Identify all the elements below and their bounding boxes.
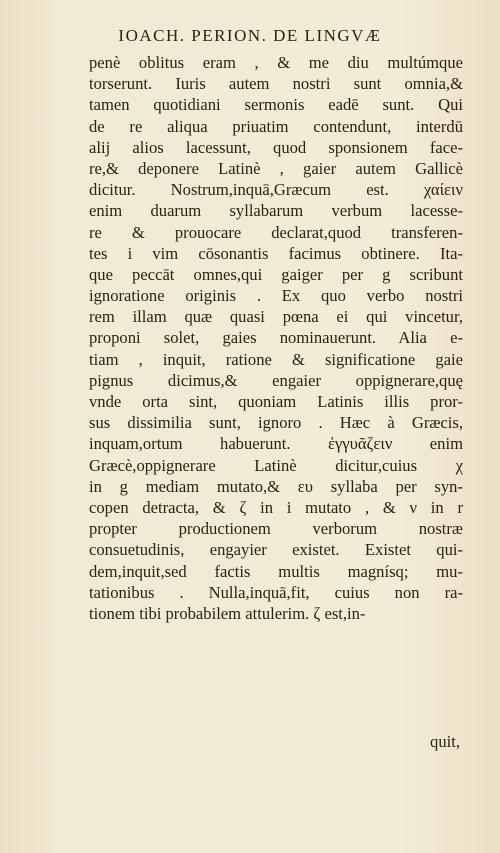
text-line: alij alios lacessunt, quod sponsionem face- <box>89 137 463 157</box>
text-line: ignoratione originis . Ex quo verbo nostri <box>89 286 463 306</box>
text-line: que peccāt omnes,qui gaiger per g scribunt <box>89 264 463 284</box>
catchword: quit, <box>430 732 460 751</box>
text-line: sus dissimilia sunt, ignoro . Hæc à Græcis, <box>89 413 463 433</box>
text-line: copen detracta, & ζ in i mutato , & ν in r <box>89 497 463 517</box>
text-line: tes i vim cōsonantis facimus obtinere. Ita- <box>89 243 463 263</box>
text-line: rem illam quæ quasi pœna ei qui vincetur, <box>89 307 463 327</box>
running-head: IOACH. PERION. DE LINGVÆ <box>118 26 382 45</box>
text-line: re & prouocare declarat,quod transferen- <box>89 222 463 242</box>
text-line: Græcè,oppignerare Latinè dicitur,cuius χ <box>89 455 463 475</box>
text-line: enim duarum syllabarum verbum lacesse- <box>89 201 463 221</box>
text-line: consuetudinis, engayier existet. Existet qui- <box>89 540 463 560</box>
text-line: dicitur. Nostrum,inquā,Græcum est. χαίειν <box>89 180 463 200</box>
text-line: vnde orta sint, quoniam Latinis illis pror- <box>89 392 463 411</box>
text-line: in g mediam mutato,& ευ syllaba per syn- <box>89 476 463 496</box>
body-text <box>89 52 463 624</box>
text-line: tamen quotidiani sermonis eadē sunt. Qui <box>89 95 463 115</box>
text-line: tiam , inquit, ratione & significatione gaie <box>89 349 463 369</box>
text-line: de re aliqua priuatim contendunt, interdū <box>89 116 463 136</box>
text-line: tionem tibi probabilem attulerim. ζ est,in- <box>89 603 366 623</box>
text-line: inquam,ortum habuerunt. ἐγγυᾶζειν enim <box>89 434 463 454</box>
text-line: proponi solet, gaies nominauerunt. Alia e- <box>89 328 463 348</box>
text-line: dem,inquit,sed factis multis magnísq; mu- <box>89 561 463 581</box>
text-line: propter productionem verborum nostræ <box>89 519 463 539</box>
text-line: pignus dicimus,& engaier oppignerare,quę <box>89 370 463 390</box>
text-line: penè oblitus eram , & me diu multúmque <box>89 53 463 72</box>
text-line: tationibus . Nulla,inquā,fit, cuius non ra- <box>89 582 463 602</box>
text-line: torserunt. Iuris autem nostri sunt omnia,& <box>89 74 463 94</box>
text-line: re,& deponere Latinè , gaier autem Gallicè <box>89 158 463 178</box>
